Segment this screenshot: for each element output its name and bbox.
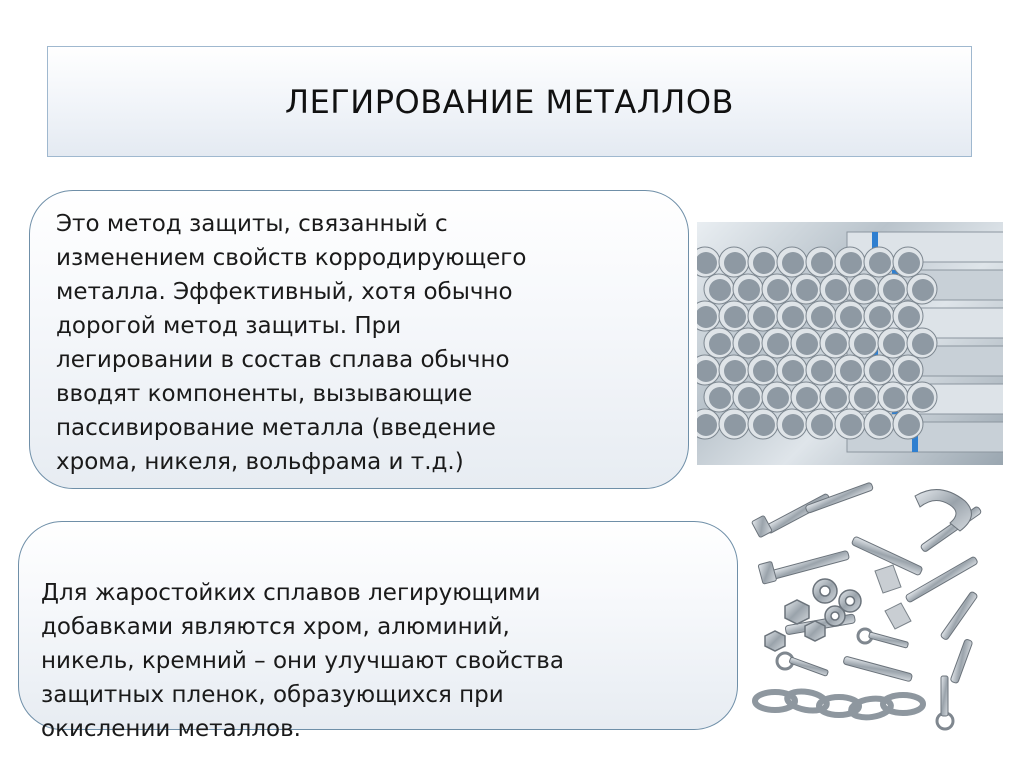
pipe-hole: [898, 252, 920, 274]
description-line: легировании в состав сплава обычно: [56, 347, 510, 373]
pipe-hole: [782, 252, 804, 274]
pipe-hole: [724, 414, 746, 436]
pipe-hole: [811, 414, 833, 436]
pipe-hole: [854, 279, 876, 301]
description-line: хрома, никеля, вольфрама и т.д.): [56, 449, 464, 475]
title-box: [47, 46, 972, 157]
pipe-hole: [898, 414, 920, 436]
description-line: вводят компоненты, вызывающие: [56, 381, 473, 407]
pipe-hole: [709, 279, 731, 301]
steel-pipes-illustration: [697, 222, 1003, 465]
heat-resistant-text: [41, 576, 719, 746]
description-line: металла. Эффективный, хотя обычно: [56, 279, 513, 305]
pipe-hole: [825, 279, 847, 301]
pipe-hole: [724, 306, 746, 328]
description-line: Это метод защиты, связанный с: [56, 211, 448, 237]
pipe-hole: [898, 360, 920, 382]
pipe-hole: [782, 360, 804, 382]
pipe-hole: [840, 306, 862, 328]
pipe-hole: [869, 252, 891, 274]
pipe-hole: [738, 333, 760, 355]
pipe-hole: [883, 333, 905, 355]
pipe-hole: [869, 360, 891, 382]
pipe-hole: [912, 387, 934, 409]
pipe-hole: [753, 360, 775, 382]
pipe-hole: [840, 414, 862, 436]
pipe-hole: [912, 279, 934, 301]
pipe-hole: [738, 387, 760, 409]
pipe-hole: [782, 306, 804, 328]
pipe-hole: [782, 414, 804, 436]
description-line: дорогой метод защиты. При: [56, 313, 402, 339]
heat-resistant-panel: [18, 521, 738, 742]
pipe-hole: [724, 360, 746, 382]
pipe-hole: [854, 387, 876, 409]
metal-fasteners-photo: [745, 476, 1003, 736]
pipe-hole: [869, 306, 891, 328]
heat-resistant-line: никель, кремний – они улучшают свойства: [41, 648, 564, 674]
description-line: пассивирование металла (введение: [56, 415, 496, 441]
pipe-hole: [724, 252, 746, 274]
slide-title: ЛЕГИРОВАНИЕ МЕТАЛЛОВ: [285, 82, 734, 121]
description-line: изменением свойств корродирующего: [56, 245, 527, 271]
pipe-hole: [753, 414, 775, 436]
pipe-hole: [738, 279, 760, 301]
pipe-hole: [709, 387, 731, 409]
pipe-hole: [796, 387, 818, 409]
pipe-hole: [767, 279, 789, 301]
pipe-hole: [840, 252, 862, 274]
steel-pipes-photo: [697, 222, 1003, 465]
pipe-hole: [811, 306, 833, 328]
pipe-hole: [811, 252, 833, 274]
pipe-hole: [883, 279, 905, 301]
pipe-hole: [825, 333, 847, 355]
pipe-hole: [854, 333, 876, 355]
pipe-hole: [767, 387, 789, 409]
pipe-hole: [840, 360, 862, 382]
pipe-hole: [753, 306, 775, 328]
pipe-hole: [811, 360, 833, 382]
pipe-hole: [825, 387, 847, 409]
pipe-hole: [767, 333, 789, 355]
pipe-hole: [796, 333, 818, 355]
pipe-hole: [883, 387, 905, 409]
pipe-hole: [912, 333, 934, 355]
description-text: [56, 207, 668, 479]
fasteners-illustration: [745, 476, 1003, 736]
heat-resistant-line: добавками являются хром, алюминий,: [41, 614, 510, 640]
pipe-hole: [869, 414, 891, 436]
description-panel: [29, 190, 689, 489]
pipe-hole: [796, 279, 818, 301]
pipe-hole: [753, 252, 775, 274]
pipe-hole: [898, 306, 920, 328]
heat-resistant-line: защитных пленок, образующихся при: [41, 682, 504, 708]
heat-resistant-line: окислении металлов.: [41, 716, 301, 742]
pipe-hole: [709, 333, 731, 355]
heat-resistant-line: Для жаростойких сплавов легирующими: [41, 580, 541, 606]
